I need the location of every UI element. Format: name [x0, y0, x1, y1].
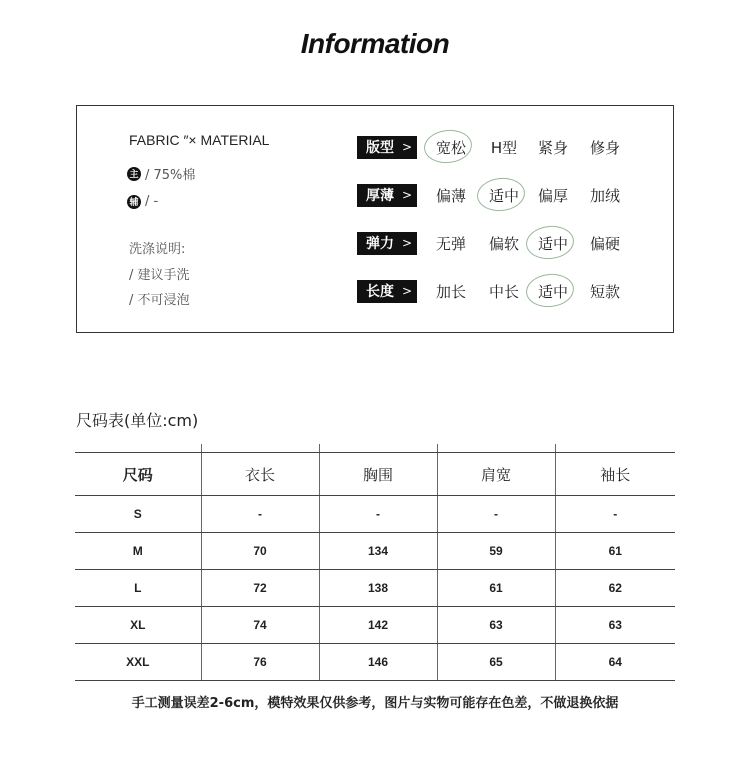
measure-cell: 62	[555, 570, 675, 607]
attribute-option: 无弹	[435, 234, 466, 253]
measure-cell: 138	[319, 570, 437, 607]
measure-cell: 61	[555, 533, 675, 570]
header-length: 衣长	[201, 453, 319, 496]
size-cell: S	[75, 496, 201, 533]
table-tick	[437, 668, 438, 674]
arrow-icon: >	[402, 188, 413, 202]
wash-title: 洗涤说明:	[129, 242, 186, 257]
size-table-title: 尺码表(单位:cm)	[76, 411, 199, 430]
attribute-option-selected: 适中	[480, 183, 528, 207]
attribute-option: 偏硬	[589, 234, 620, 253]
table-tick	[555, 444, 556, 452]
wash-instruction-2: / 不可浸泡	[129, 293, 190, 308]
table-row	[75, 644, 675, 681]
attribute-label	[357, 184, 417, 207]
attribute-label	[357, 136, 417, 159]
attribute-label-text: 长度	[366, 284, 394, 300]
measure-cell: 76	[201, 644, 319, 681]
disclaimer: 手工测量误差2-6cm，模特效果仅供参考，图片与实物可能存在色差，不做退换依据	[131, 696, 619, 711]
measure-cell: 65	[437, 644, 555, 681]
size-cell: XL	[75, 607, 201, 644]
fabric-heading: FABRIC ″× MATERIAL	[129, 132, 270, 148]
aux-badge: 辅	[127, 195, 141, 209]
table-row	[75, 607, 675, 644]
measure-cell: 63	[437, 607, 555, 644]
arrow-icon: >	[402, 140, 413, 154]
attribute-option: 加绒	[589, 186, 620, 205]
attribute-option: 偏薄	[435, 186, 466, 205]
measure-cell: 72	[201, 570, 319, 607]
attribute-row	[357, 135, 620, 159]
measure-cell: -	[201, 496, 319, 533]
header-size: 尺码	[75, 453, 201, 496]
measure-cell: -	[555, 496, 675, 533]
main-badge: 主	[127, 167, 141, 181]
measure-cell: 61	[437, 570, 555, 607]
attribute-label-text: 弹力	[366, 236, 394, 252]
attribute-label-text: 版型	[366, 140, 394, 156]
wash-instruction-1: / 建议手洗	[129, 268, 190, 283]
attribute-option-selected: 适中	[529, 231, 577, 255]
aux-material-value: / -	[145, 194, 159, 209]
attribute-label	[357, 232, 417, 255]
attribute-row	[357, 231, 620, 255]
table-row	[75, 570, 675, 607]
measure-cell: 70	[201, 533, 319, 570]
material-info-box	[76, 105, 674, 333]
page-title: Information	[300, 28, 450, 59]
attribute-label	[357, 280, 417, 303]
attribute-option: 紧身	[537, 138, 568, 157]
measure-cell: 59	[437, 533, 555, 570]
attribute-option: 偏软	[488, 234, 519, 253]
size-cell: L	[75, 570, 201, 607]
measure-cell: 74	[201, 607, 319, 644]
measure-cell: 134	[319, 533, 437, 570]
attribute-option: H型	[490, 138, 518, 157]
table-tick	[201, 444, 202, 452]
table-tick	[555, 668, 556, 674]
table-tick	[319, 668, 320, 674]
table-tick	[201, 668, 202, 674]
main-material-row	[127, 164, 195, 183]
attribute-option: 修身	[589, 138, 620, 157]
attribute-option: 加长	[435, 282, 466, 301]
measure-cell: 63	[555, 607, 675, 644]
table-row	[75, 533, 675, 570]
attribute-option-selected: 宽松	[427, 135, 475, 159]
header-shoulder: 肩宽	[437, 453, 555, 496]
attribute-label-text: 厚薄	[366, 188, 394, 204]
attribute-option-selected: 适中	[529, 279, 577, 303]
table-header-row	[75, 453, 675, 496]
measure-cell: 64	[555, 644, 675, 681]
attribute-option: 偏厚	[537, 186, 568, 205]
aux-material-row	[127, 194, 158, 209]
measure-cell: 142	[319, 607, 437, 644]
size-cell: XXL	[75, 644, 201, 681]
size-table	[75, 452, 675, 681]
table-row	[75, 496, 675, 533]
attribute-option: 短款	[589, 282, 620, 301]
header-chest: 胸围	[319, 453, 437, 496]
arrow-icon: >	[402, 236, 413, 250]
attribute-row	[357, 279, 620, 303]
attribute-option: 中长	[488, 282, 519, 301]
main-material-value: / 75%棉	[145, 168, 196, 183]
measure-cell: -	[319, 496, 437, 533]
table-tick	[437, 444, 438, 452]
table-tick	[319, 444, 320, 452]
header-sleeve: 袖长	[555, 453, 675, 496]
measure-cell: -	[437, 496, 555, 533]
attribute-row	[357, 183, 620, 207]
measure-cell: 146	[319, 644, 437, 681]
arrow-icon: >	[402, 284, 413, 298]
size-cell: M	[75, 533, 201, 570]
